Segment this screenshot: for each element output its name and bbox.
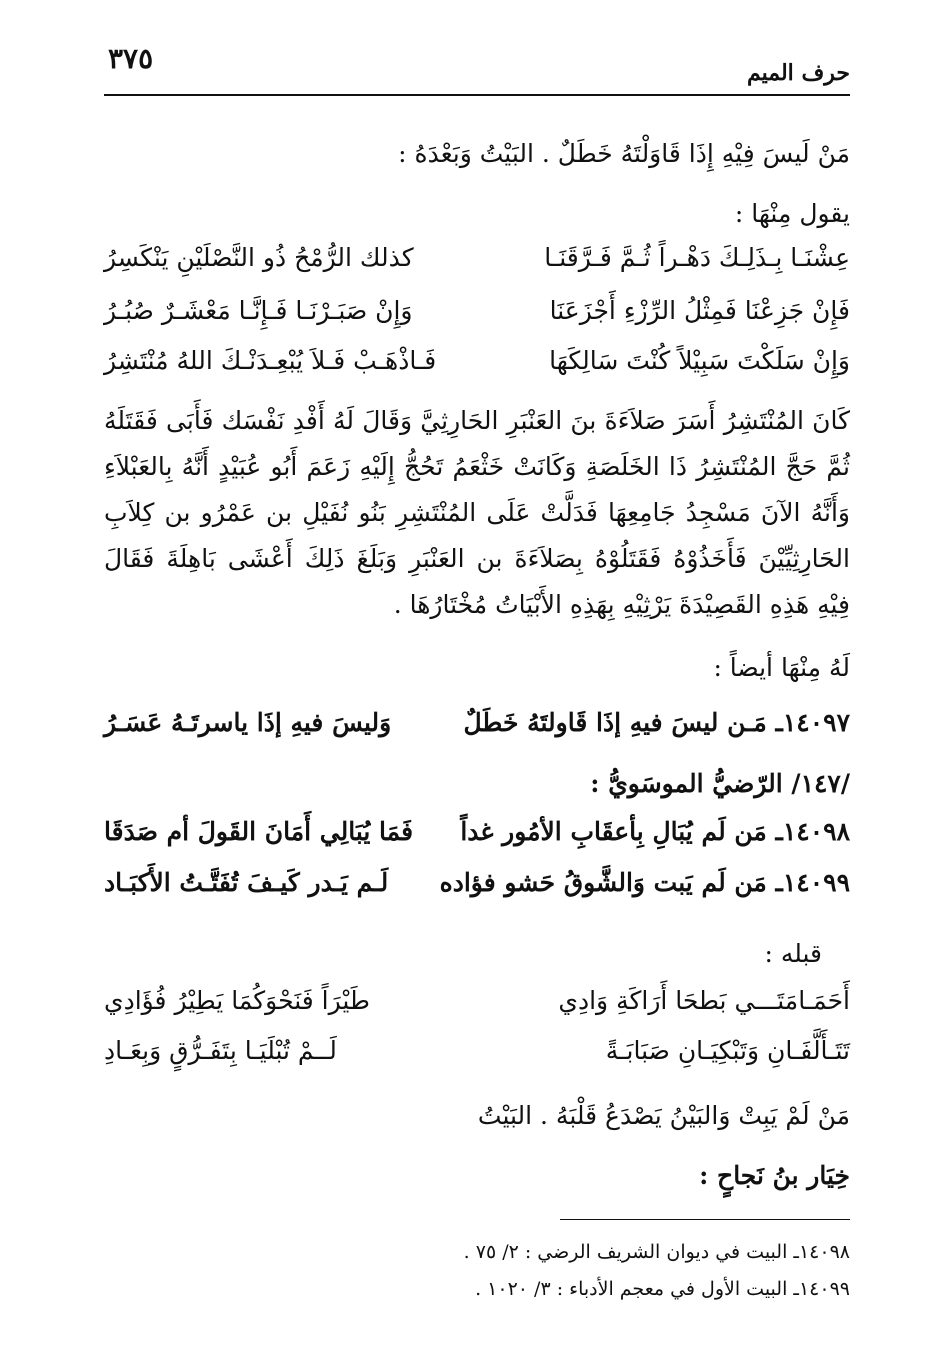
verse-hemistich-left: وَليسَ فيهِ إذَا ياسرتَـهُ عَسَـرُ bbox=[104, 708, 392, 737]
verse-hemistich-right: تَتَـأَلَّفَـانِ وَتَبْكِيَـانِ صَبَابَـةً bbox=[605, 1036, 850, 1065]
verse-hemistich-left: وَإِنْ صَبَـرْنَـا فَـإِنَّـا مَعْشَـرٌ صُبُـرُ bbox=[104, 296, 413, 325]
verse-hemistich-left: لَــمْ تُبْلَيَـا بِتَفَـرُّقٍ وَبِعَـادِ bbox=[104, 1036, 337, 1065]
text-line-end: مَنْ لَمْ يَبِتْ وَالبَيْنُ يَصْدَعُ قَلْبَهُ . البَيْتُ bbox=[477, 1101, 850, 1130]
verse-hemistich-right: أَحَمَـامَتَـــي بَطحَا أَرَاكَةِ وَادِي bbox=[558, 986, 850, 1015]
verse-entry-14097 bbox=[104, 708, 850, 748]
verse-hemistich-left: طَيْرَاً فَنَحْوَكُمَا يَطِيْرُ فُؤَادِي bbox=[104, 986, 370, 1015]
verse-hemistich-left: فَمَا يُبَالِي أَمَانَ القَولَ أم صَدَقَا bbox=[104, 817, 414, 846]
verse-hemistich-right: وَإِنْ سَلَكْتَ سَبِيْلاً كُنْتَ سَالِكَهَا bbox=[549, 346, 850, 375]
footnote-14098: ١٤٠٩٨ـ البيت في ديوان الشريف الرضي : ٢/ ٧٥ . bbox=[463, 1241, 850, 1263]
verse-entry-14098 bbox=[104, 817, 850, 857]
verse-hemistich-left: فَـاذْهَـبْ فَـلاَ يُبْعِـدَنْـكَ اللهُ مُنْتَشِرُ bbox=[104, 346, 437, 375]
verse-hemistich-right: عِشْنَـا بِـذَلِـكَ دَهْـراً ثُـمَّ فَـرَّقَنَـا bbox=[544, 243, 850, 272]
verse-row bbox=[104, 243, 850, 283]
header-rule bbox=[104, 94, 850, 96]
verse-row bbox=[104, 986, 850, 1026]
text-line-yaqul: يقول مِنْهَا : bbox=[734, 199, 850, 228]
verse-hemistich-left: كذلك الرُّمْحُ ذُو النَّصْلَيْنِ يَنْكَسِرُ bbox=[104, 243, 414, 272]
footnote-rule bbox=[560, 1219, 850, 1220]
verse-hemistich-right: ١٤٠٩٧ـ مَـن ليسَ فيهِ إذَا قَاولتَهُ خَطَلٌ bbox=[463, 708, 850, 737]
page-number: ٣٧٥ bbox=[108, 42, 154, 75]
verse-row bbox=[104, 296, 850, 336]
verse-row bbox=[104, 1036, 850, 1076]
verse-hemistich-right: ١٤٠٩٨ـ مَن لَم يُبَالِ بِأعقَابِ الأمُور غداً bbox=[460, 817, 850, 846]
verse-entry-14099 bbox=[104, 868, 850, 908]
running-head: حرف الميم bbox=[746, 60, 850, 86]
text-line-intro: مَنْ لَيسَ فِيْهِ إِذَا قَاوَلْتَهُ خَطَلٌ . البَيْتُ وَبَعْدَهُ : bbox=[398, 139, 850, 168]
section-heading: /١٤٧/ الرّضيُّ الموسَويُّ : bbox=[590, 769, 850, 798]
verse-hemistich-right: فَإِنْ جَزِعْنَا فَمِثْلُ الرِّزْءِ أَجْزَعَنَا bbox=[549, 296, 850, 325]
verse-hemistich-left: لَـم يَـدر كَيـفَ تُفَتَّـتُ الأَكبَـاد bbox=[104, 868, 389, 897]
verse-row bbox=[104, 346, 850, 386]
footnote-14099: ١٤٠٩٩ـ البيت الأول في معجم الأدباء : ٣/ ١٠٢٠ . bbox=[475, 1278, 850, 1300]
text-line-before: قبله : bbox=[764, 939, 822, 968]
verse-hemistich-right: ١٤٠٩٩ـ مَن لَم يَبت وَالشَّوقُ حَشو فؤاده bbox=[439, 868, 850, 897]
text-line-also: لَهُ مِنْهَا أيضاً : bbox=[713, 653, 850, 682]
narrative-paragraph: كَانَ المُنْتَشِرُ أَسَرَ صَلاَءَةَ بنَ العَنْبَرِ الحَارِثِيَّ وَقَالَ لَهُ أَفْدِ نَفْسَك فَأَبَى فَقَتَلَهُ ثُمَّ حَجَّ المُنْتَشِرُ ذَا الخَلَصَةِ وَكَانَتْ خَثْعَمُ تَحُجُّ إِلَيْهِ زَعَمَ أَبُو عُبَيْدٍ أَنَّهُ بِالعَبْلاَءِ وَأَنَّهُ الآنَ مَسْجِدُ جَامِعِهَا فَدَلَّتْ عَلَى المُنْتَشِرِ بَنُو نُفَيْلِ بن عَمْرُو بن كِلاَبِ الحَارِثِيِّيْنَ فَأَخَذُوْهُ فَقَتَلُوْهُ بِصَلاَءَةَ بن العَنْبَرِ وَبَلَغَ ذَلِكَ أَعْشَى بَاهِلَةَ فَقَالَ فِيْهِ هَذِهِ القَصِيْدَةَ يَرْثِيْهِ بِهَذِهِ الأَبْيَاتُ مُخْتَارُهَا . bbox=[104, 406, 850, 619]
heading-khiyar: خِيَار بنُ نَجاحٍ : bbox=[699, 1161, 850, 1190]
